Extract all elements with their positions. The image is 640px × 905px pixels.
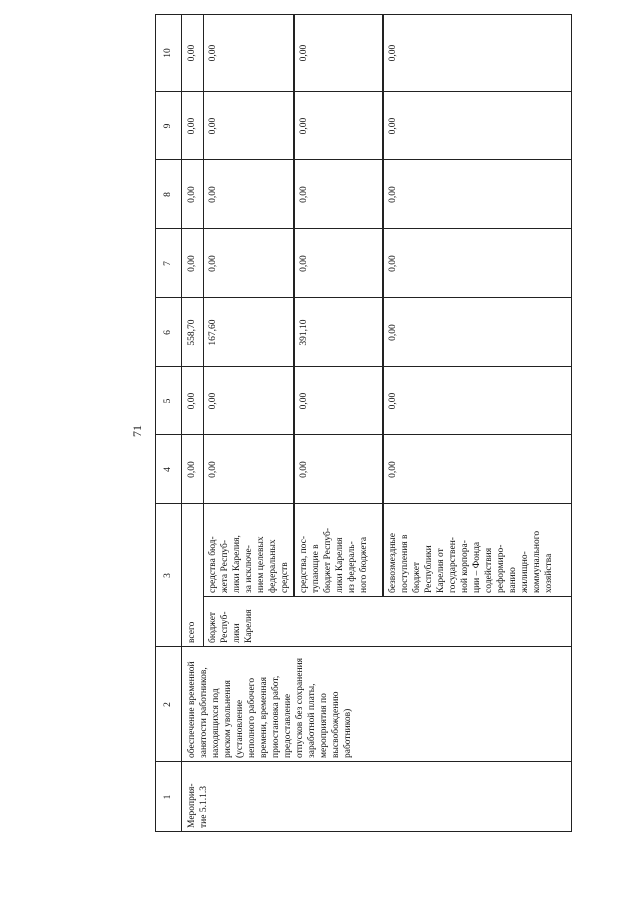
budget-table xyxy=(155,14,572,832)
value-cell: 0,00 xyxy=(299,117,309,135)
value-cell: 0,00 xyxy=(208,117,218,135)
measure-code: Мероприя- тие 5.1.1.3 xyxy=(187,783,209,828)
value-cell: 0,00 xyxy=(388,461,398,478)
value-cell: 0,00 xyxy=(299,44,309,62)
column-number: 8 xyxy=(163,192,173,197)
column-number: 9 xyxy=(163,123,173,129)
value-cell: 0,00 xyxy=(208,255,218,272)
measure-name: обеспечение временной занятости работников, находящихся под риском увольнения (установление неполного рабочего времени, временная приостановка работ, предоставление отпусков без сохранения заработной платы, мероприятия по высвобождению работников) xyxy=(187,657,353,758)
value-cell: 0,00 xyxy=(187,44,197,62)
value-cell: 0,00 xyxy=(388,44,398,62)
value-cell: 0,00 xyxy=(388,392,398,410)
column-number: 7 xyxy=(163,261,173,266)
value-cell: 558,70 xyxy=(187,319,197,346)
value-cell: 0,00 xyxy=(187,461,197,478)
column-number: 10 xyxy=(163,48,173,58)
column-number: 4 xyxy=(163,467,173,472)
value-cell: 0,00 xyxy=(299,392,309,410)
column-number: 2 xyxy=(163,702,173,707)
value-cell: 0,00 xyxy=(388,186,398,203)
value-cell: 0,00 xyxy=(388,255,398,272)
source-subdivider xyxy=(203,596,572,597)
value-cell: 167,60 xyxy=(208,319,218,346)
value-cell: 0,00 xyxy=(388,117,398,135)
value-cell: 0,00 xyxy=(299,255,309,272)
value-cell: 0,00 xyxy=(208,44,218,62)
value-cell: 0,00 xyxy=(187,117,197,135)
source-detail: средства бюд- жета Респуб- лики Карелия, за исключе- нием целевых федеральных средств xyxy=(208,535,290,593)
column-divider xyxy=(155,761,572,762)
column-number: 3 xyxy=(163,573,173,578)
column-number: 6 xyxy=(163,330,173,335)
page-number: 71 xyxy=(130,425,144,437)
value-cell: 0,00 xyxy=(299,461,309,478)
source-total: всего xyxy=(187,621,197,643)
table-border-top xyxy=(155,14,156,832)
source-detail: безвозмездные поступления в бюджет Республики Карелия от государствен- ной корпора- ции – Фонда содействия реформиро- ванию жилищно- коммунального хозяйства xyxy=(388,530,554,593)
header-row-divider xyxy=(181,14,182,832)
source-budget-karelia: бюджет Респуб- лики Карелия xyxy=(208,609,254,643)
value-cell: 0,00 xyxy=(187,255,197,272)
value-cell: 0,00 xyxy=(208,392,218,410)
value-cell: 0,00 xyxy=(187,392,197,410)
column-number: 5 xyxy=(163,398,173,404)
value-cell: 391,10 xyxy=(299,319,309,346)
table-border-bottom xyxy=(571,14,572,832)
row-divider xyxy=(203,14,204,647)
row-divider xyxy=(383,14,384,597)
value-cell: 0,00 xyxy=(187,186,197,203)
value-cell: 0,00 xyxy=(299,186,309,203)
source-detail: средства, пос- тупающие в бюджет Респуб- лики Карелия из федераль- ного бюджета xyxy=(299,528,369,593)
column-number: 1 xyxy=(163,794,173,800)
value-cell: 0,00 xyxy=(208,461,218,478)
value-cell: 0,00 xyxy=(208,186,218,203)
value-cell: 0,00 xyxy=(388,324,398,341)
row-divider xyxy=(294,14,295,597)
table-border-left xyxy=(155,831,572,832)
